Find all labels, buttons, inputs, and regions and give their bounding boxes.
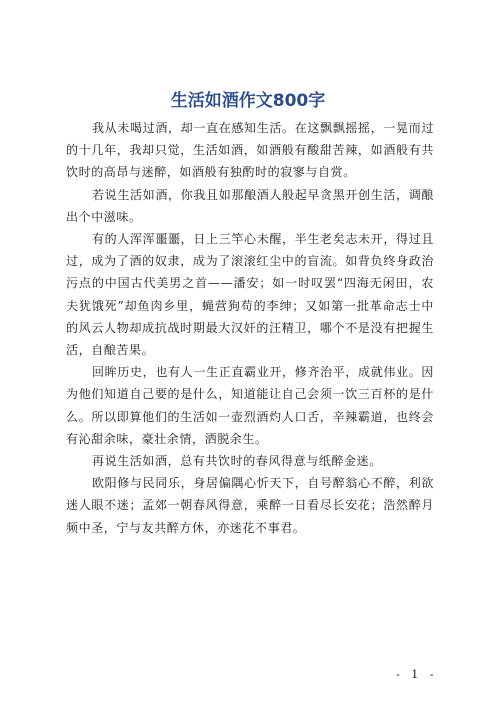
page-number: - 1 - xyxy=(396,668,438,681)
document-title: 生活如酒作文800字 xyxy=(170,91,326,111)
paragraph-2: 若说生活如酒，你我且如那酿酒人般起早贪黑开创生活，调酿出个中滋味。 xyxy=(66,187,434,224)
paragraph-4: 回眸历史，也有人一生正直霸业开，修齐治平，成就伟业。因为他们知道自己要的是什么，知道能让自己会须一饮三百杯的是什么。所以即算他们的生活如一壶烈酒灼人口舌，辛辣霸道，也终会有沁甜余味，豪壮余情，洒脱余生。 xyxy=(66,365,434,446)
paragraph-6: 欧阳修与民同乐，身居偏隅心忻天下，自号醉翁心不醉，利欲迷人眼不迷；孟郊一朝春风得意，乘醉一日看尽长安花；浩然醉月频中圣，宁与友共醉方休，亦迷花不事君。 xyxy=(66,476,434,535)
paragraph-1: 我从未喝过酒，却一直在感知生活。在这飘飘摇摇，一晃而过的十几年，我却只觉，生活如酒，如酒般有酸甜苦辣，如酒般有共饮时的高昂与迷醉，如酒般有独酌时的寂寥与自赏。 xyxy=(66,121,434,180)
paragraph-5: 再说生活如酒，总有共饮时的春风得意与纸醉金迷。 xyxy=(92,454,382,469)
document-body xyxy=(66,117,434,539)
paragraph-3: 有的人浑浑噩噩，日上三竿心未醒，半生老矣志未开，得过且过，成为了酒的奴隶，成为了滚滚红尘中的盲流。如背负终身政治污点的中国古代美男之首——潘安；如一时叹罢“四海无闲田，农夫犹饿死”却鱼肉乡里，蝇营狗苟的李绅；又如第一批革命志士中的风云人物却成抗战时期最大汉奸的汪精卫，哪个不是没有把握生活，自酿苦果。 xyxy=(66,232,434,358)
